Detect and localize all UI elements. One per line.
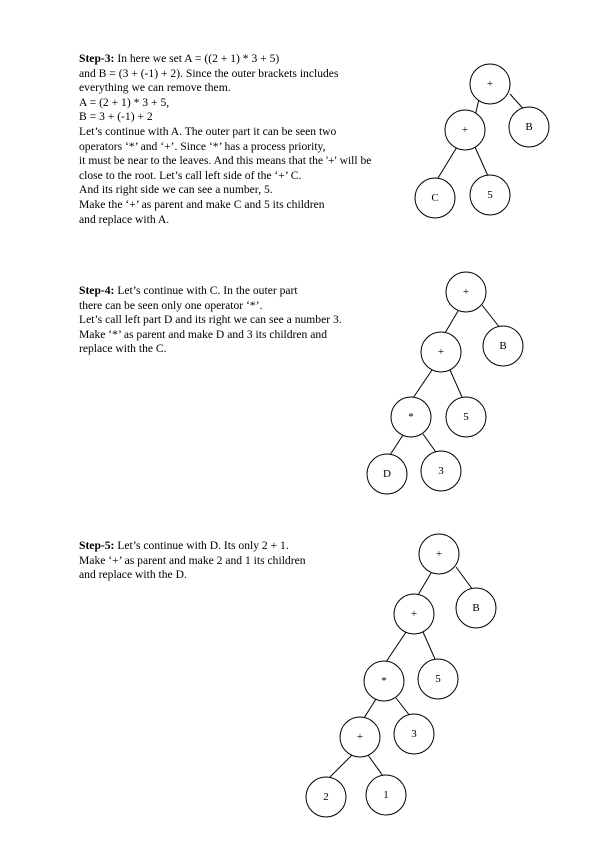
tree-edge <box>418 573 431 595</box>
step-5-tree <box>306 534 496 817</box>
svg-text:+: + <box>437 346 445 358</box>
step-4-line-4: replace with the C. <box>79 342 167 356</box>
tree-edge <box>423 632 435 659</box>
step-3-line-6: operators ‘*’ and ‘+’. Since ‘*’ has a process priority, <box>79 139 326 153</box>
tree-node <box>391 397 431 437</box>
svg-text:*: * <box>408 411 414 423</box>
step-5-line-2: and replace with the D. <box>79 568 187 582</box>
step-3-heading: Step-3: <box>79 52 115 65</box>
tree-node <box>421 332 461 372</box>
step-3-line-2: everything we can remove them. <box>79 81 231 95</box>
step-3-line-1: and B = (3 + (-1) + 2). Since the outer brackets includes <box>79 66 339 80</box>
step-3-line-5: Let’s continue with A. The outer part it can be seen two <box>79 124 337 138</box>
tree-edge <box>438 147 457 178</box>
svg-text:D: D <box>383 468 391 480</box>
tree-edge <box>396 698 410 716</box>
step-3-line-10: Make the ‘+’ as parent and make C and 5 its children <box>79 197 325 211</box>
svg-text:2: 2 <box>323 791 329 803</box>
step-3-line-0: Step-3: In here we set A = ((2 + 1) * 3 + 5) <box>79 52 280 65</box>
tree-node <box>509 107 549 147</box>
step-4-line-1: there can be seen only one operator ‘*’. <box>79 298 263 312</box>
step-3-tree <box>415 64 549 218</box>
tree-node <box>418 659 458 699</box>
tree-edge <box>368 755 383 776</box>
tree-edge <box>364 699 376 718</box>
svg-text:B: B <box>472 602 480 614</box>
tree-node <box>306 777 346 817</box>
step-3-line-4: B = 3 + (-1) + 2 <box>79 110 153 124</box>
tree-node <box>419 534 459 574</box>
svg-text:+: + <box>410 608 418 620</box>
step-3-line-8: close to the root. Let’s call left side of the ‘+’ C. <box>79 168 302 182</box>
svg-text:3: 3 <box>438 465 444 477</box>
tree-node <box>446 397 486 437</box>
tree-node <box>456 588 496 628</box>
tree-edge <box>475 147 488 176</box>
tree-edge <box>413 370 432 398</box>
svg-text:+: + <box>461 124 469 136</box>
svg-text:B: B <box>525 121 533 133</box>
step-4-line-2: Let’s call left part D and its right we can see a number 3. <box>79 313 342 327</box>
svg-text:+: + <box>356 731 364 743</box>
tree-edge <box>445 311 458 333</box>
step-5-line-0: Step-5: Let’s continue with D. Its only 2 + 1. <box>79 539 289 552</box>
svg-text:+: + <box>486 78 494 90</box>
step-3-line-7: it must be near to the leaves. And this means that the '+' will be <box>79 154 372 168</box>
svg-text:5: 5 <box>487 189 493 201</box>
svg-text:3: 3 <box>411 728 417 740</box>
svg-text:5: 5 <box>463 411 469 423</box>
tree-edge <box>450 370 462 397</box>
tree-node <box>367 454 407 494</box>
tree-edge <box>456 567 473 590</box>
svg-text:*: * <box>381 675 387 687</box>
step-5-heading: Step-5: <box>79 539 115 552</box>
svg-text:+: + <box>435 548 443 560</box>
tree-edge <box>390 435 403 455</box>
svg-text:C: C <box>431 192 439 204</box>
step-5-line-1: Make ‘+’ as parent and make 2 and 1 its children <box>79 553 306 567</box>
step-4-line-0: Step-4: Let’s continue with C. In the outer part <box>79 284 298 297</box>
svg-text:1: 1 <box>383 789 389 801</box>
tree-node <box>445 110 485 150</box>
step-3-line-3: A = (2 + 1) * 3 + 5, <box>79 95 170 109</box>
tree-node <box>470 175 510 215</box>
tree-node <box>340 717 380 757</box>
tree-node <box>421 451 461 491</box>
tree-edge <box>482 305 500 328</box>
tree-edge <box>386 632 406 662</box>
svg-text:+: + <box>462 286 470 298</box>
svg-text:B: B <box>499 340 507 352</box>
tree-edge <box>330 755 352 777</box>
step-4-tree <box>367 272 523 494</box>
step-3-line-11: and replace with A. <box>79 212 170 226</box>
tree-node <box>366 775 406 815</box>
svg-text:5: 5 <box>435 673 441 685</box>
tree-node <box>446 272 486 312</box>
tree-node <box>394 714 434 754</box>
tree-node <box>415 178 455 218</box>
tree-node <box>483 326 523 366</box>
tree-node <box>394 594 434 634</box>
tree-node <box>470 64 510 104</box>
step-3-line-9: And its right side we can see a number, 5. <box>79 183 273 197</box>
step-4-heading: Step-4: <box>79 284 115 297</box>
tree-node <box>364 661 404 701</box>
step-4-line-3: Make ‘*’ as parent and make D and 3 its children and <box>79 327 327 341</box>
